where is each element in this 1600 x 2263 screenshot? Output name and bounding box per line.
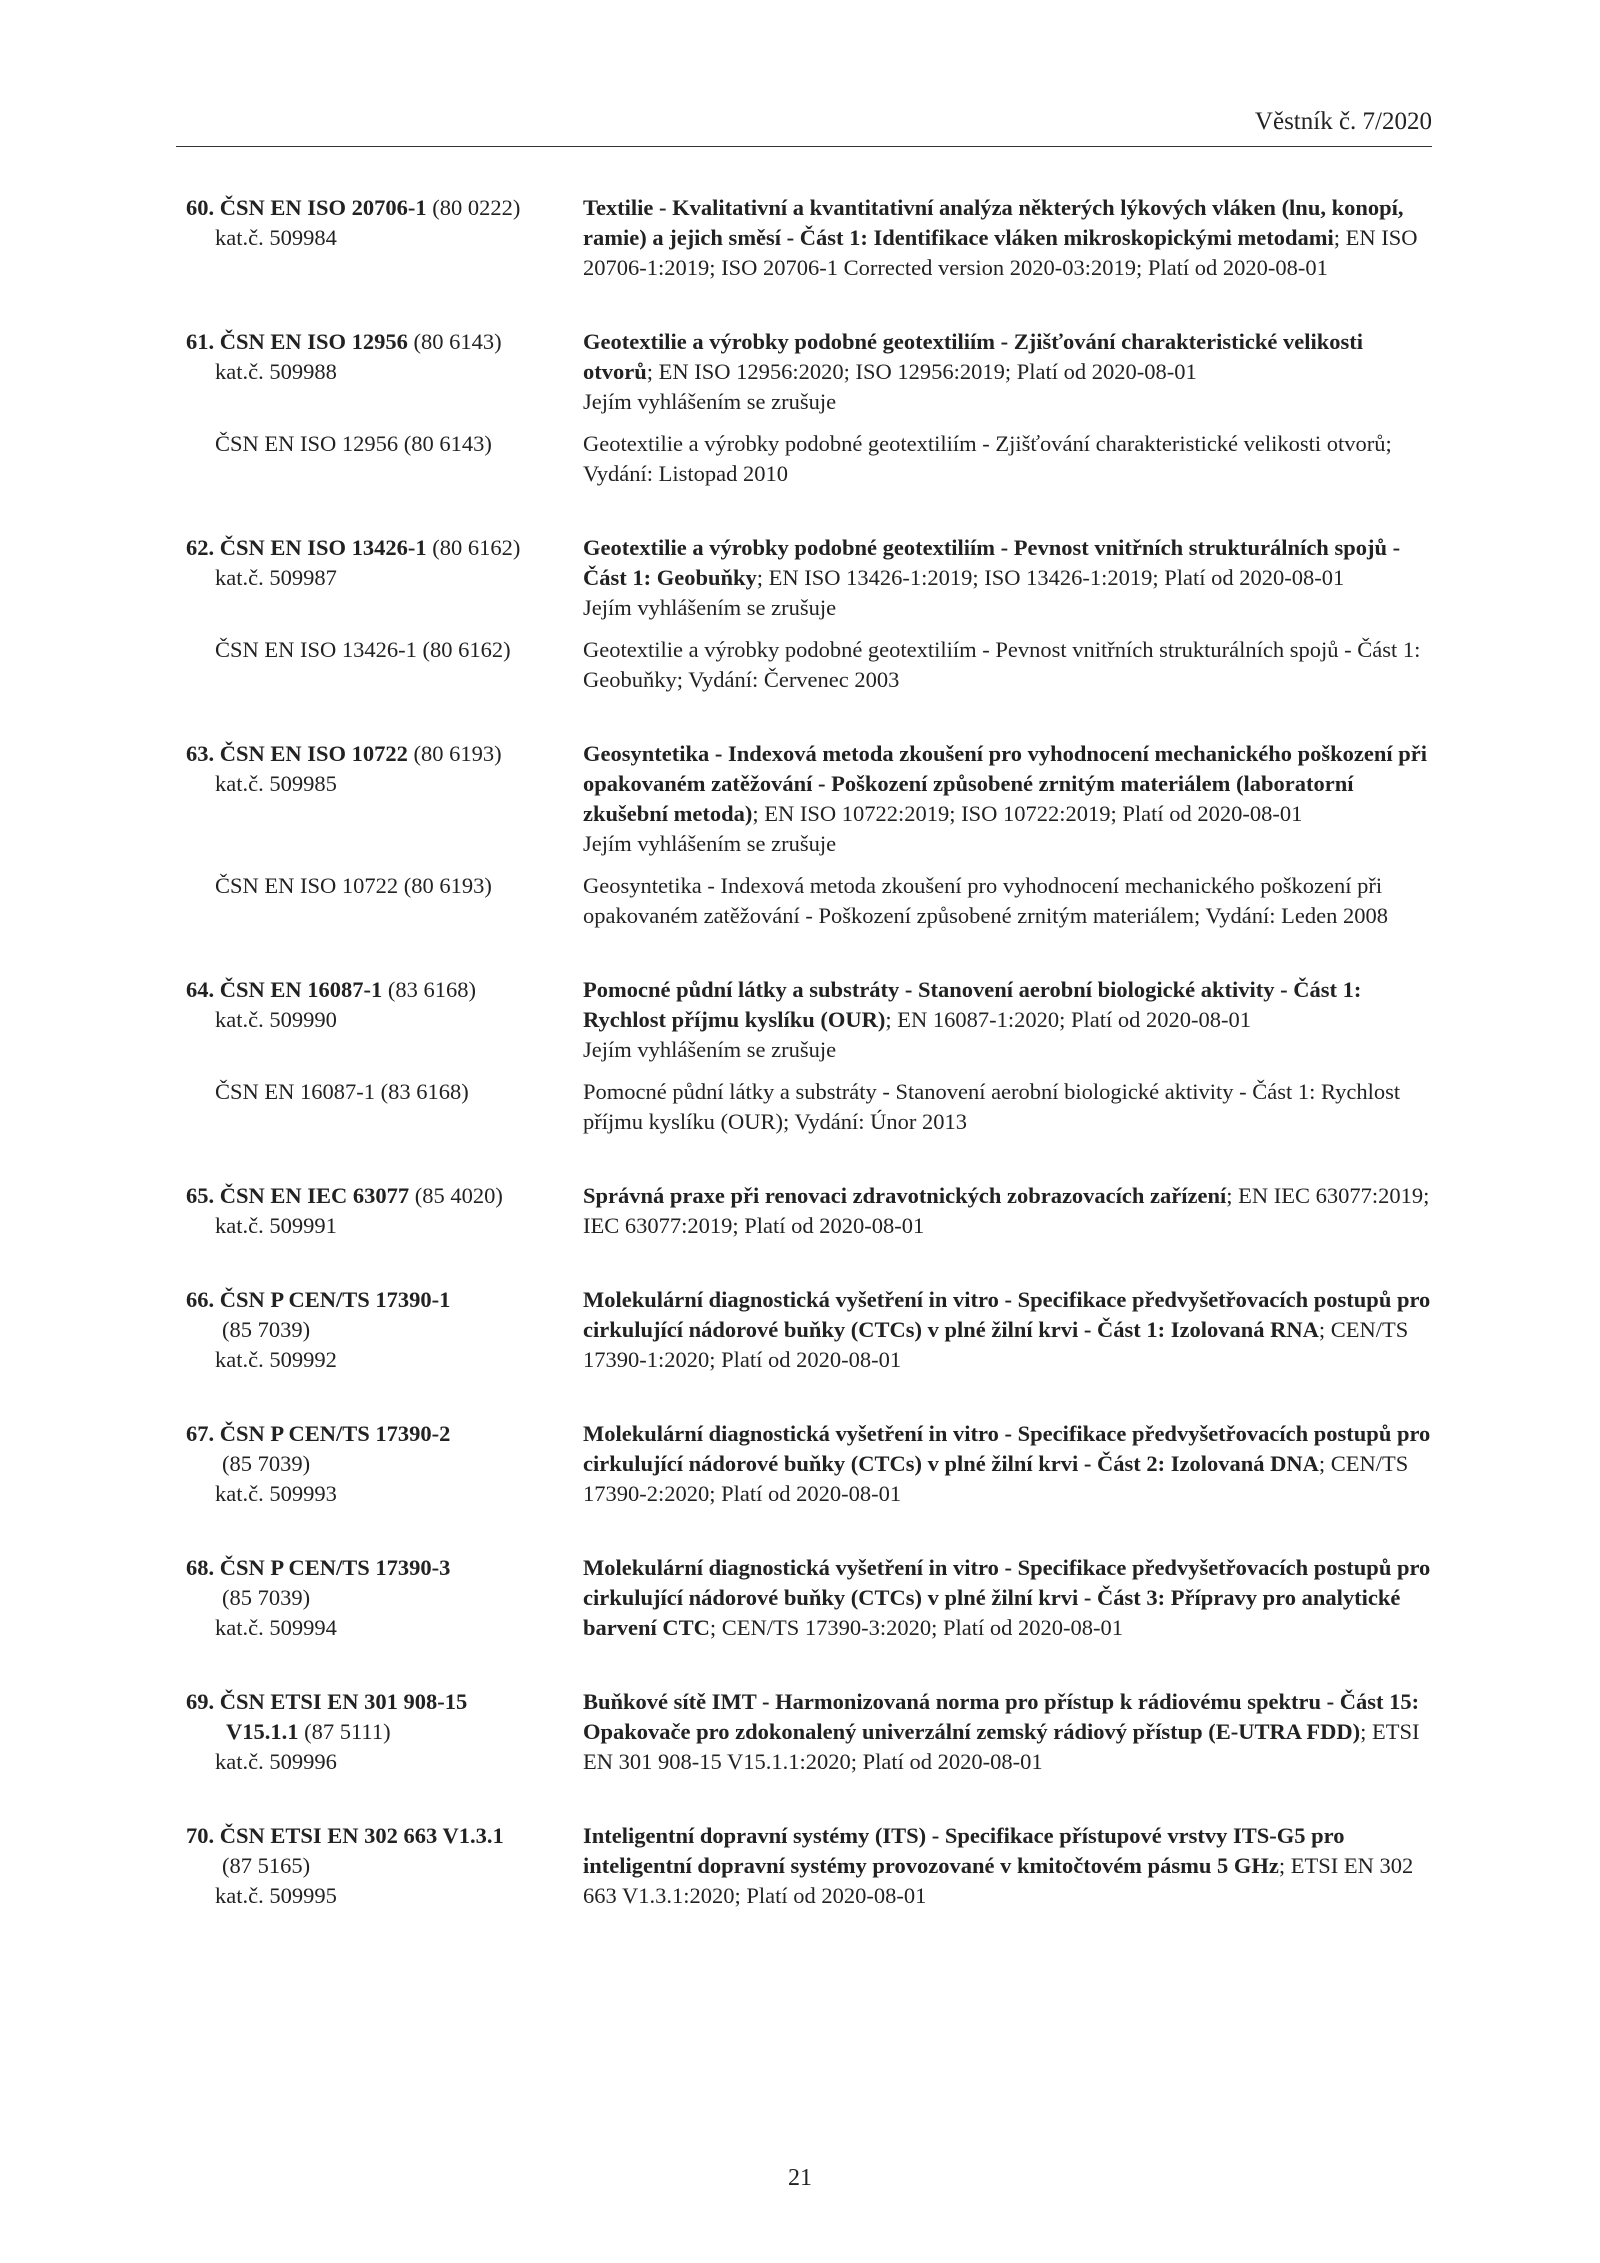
standard-details: ; EN ISO 20706-1:2019; ISO 20706-1 Corrected version 2020-03:2019; Platí od 2020-08-01 [583,225,1418,280]
standard-title: Geotextilie a výrobky podobné geotextiliím - Zjišťování charakteristické velikosti otvorů [583,329,1363,384]
page-header [176,108,1432,147]
cancels-note: Jejím vyhlášením se zrušuje [583,595,837,620]
standard-code: ČSN P CEN/TS 17390-2 [219,1421,451,1446]
standard-code: ČSN EN 16087-1 [219,977,383,1002]
entry-number: 61. [186,329,215,354]
classification-code: (85 7039) [222,1451,311,1476]
standard-entry-68 [186,1553,1432,1643]
classification-code: (87 5111) [298,1719,391,1744]
standard-code: ČSN P CEN/TS 17390-3 [219,1555,451,1580]
standard-code: ČSN EN ISO 12956 [219,329,408,354]
standard-code: ČSN EN IEC 63077 [219,1183,410,1208]
standard-code: ČSN EN ISO 20706-1 [219,195,427,220]
standard-details: ; EN ISO 13426-1:2019; ISO 13426-1:2019; Platí od 2020-08-01 [756,565,1345,590]
cancelled-standard-title: Geotextilie a výrobky podobné geotextiliím - Zjišťování charakteristické velikosti otvorů; Vydání: Listopad 2010 [583,431,1392,486]
standard-title: Molekulární diagnostická vyšetření in vitro - Specifikace předvyšetřovacích postupů pro cirkulující nádorové buňky (CTCs) v plné žilní krvi - Část 2: Izolovaná DNA [583,1421,1431,1476]
standard-entry-60 [186,193,1432,283]
bulletin-title: Věstník č. 7/2020 [1254,108,1432,135]
classification-code: (87 5165) [222,1853,311,1878]
standard-details: ; EN 16087-1:2020; Platí od 2020-08-01 [885,1007,1251,1032]
classification-code: (85 7039) [222,1317,311,1342]
cancelled-standard-code: ČSN EN ISO 13426-1 (80 6162) [215,637,511,662]
standard-code: ČSN ETSI EN 302 663 V1.3.1 [219,1823,504,1848]
catalog-number: kat.č. 509995 [215,1883,337,1908]
cancelled-standard-code: ČSN EN ISO 12956 (80 6143) [215,431,492,456]
standard-entry-69 [186,1687,1432,1777]
entry-number: 67. [186,1421,215,1446]
catalog-number: kat.č. 509990 [215,1007,337,1032]
cancelled-standard-title: Geotextilie a výrobky podobné geotextiliím - Pevnost vnitřních strukturálních spojů - Část 1: Geobuňky; Vydání: Červenec 2003 [583,637,1421,692]
standard-details: ; CEN/TS 17390-1:2020; Platí od 2020-08-01 [583,1317,1409,1372]
entry-number: 62. [186,535,215,560]
cancelled-standard-code: ČSN EN 16087-1 (83 6168) [215,1079,469,1104]
cancelled-standard-title: Pomocné půdní látky a substráty - Stanovení aerobní biologické aktivity - Část 1: Rychlost příjmu kyslíku (OUR); Vydání: Únor 2013 [583,1079,1401,1134]
standard-details: ; EN ISO 10722:2019; ISO 10722:2019; Platí od 2020-08-01 [752,801,1303,826]
classification-code: (80 0222) [426,195,521,220]
standard-entry-63 [186,739,1432,931]
standard-details: ; ETSI EN 301 908-15 V15.1.1:2020; Platí od 2020-08-01 [583,1719,1420,1774]
standard-entry-64 [186,975,1432,1137]
catalog-number: kat.č. 509994 [215,1615,337,1640]
catalog-number: kat.č. 509985 [215,771,337,796]
standard-entry-66 [186,1285,1432,1375]
standard-code: ČSN EN ISO 10722 [219,741,408,766]
cancelled-standard-code: ČSN EN ISO 10722 (80 6193) [215,873,492,898]
catalog-number: kat.č. 509993 [215,1481,337,1506]
catalog-number: kat.č. 509991 [215,1213,337,1238]
standard-title: Buňkové sítě IMT - Harmonizovaná norma pro přístup k rádiovému spektru - Část 15: Opakovače pro zdokonalený univerzální zemský rádiový přístup (E-UTRA FDD) [583,1689,1420,1744]
entry-number: 66. [186,1287,215,1312]
standard-entry-67 [186,1419,1432,1509]
cancels-note: Jejím vyhlášením se zrušuje [583,831,837,856]
catalog-number: kat.č. 509984 [215,225,337,250]
standard-details: ; EN ISO 12956:2020; ISO 12956:2019; Platí od 2020-08-01 [646,359,1197,384]
catalog-number: kat.č. 509996 [215,1749,337,1774]
classification-code: (80 6193) [407,741,502,766]
standard-code: ČSN EN ISO 13426-1 [219,535,427,560]
catalog-number: kat.č. 509988 [215,359,337,384]
standard-title: Správná praxe při renovaci zdravotnických zobrazovacích zařízení [583,1183,1227,1208]
page-number: 21 [788,2165,812,2191]
cancels-note: Jejím vyhlášením se zrušuje [583,1037,837,1062]
standard-code: ČSN P CEN/TS 17390-1 [219,1287,451,1312]
catalog-number: kat.č. 509987 [215,565,337,590]
classification-code: (83 6168) [382,977,477,1002]
standard-details: ; CEN/TS 17390-2:2020; Platí od 2020-08-01 [583,1451,1409,1506]
catalog-number: kat.č. 509992 [215,1347,337,1372]
standard-code-version: V15.1.1 [226,1719,299,1744]
entry-number: 69. [186,1689,215,1714]
standard-title: Geosyntetika - Indexová metoda zkoušení pro vyhodnocení mechanického poškození při opakovaném zatěžování - Poškození způsobené zrnitým materiálem (laboratorní zkušební metoda) [583,741,1428,826]
standard-details: ; ETSI EN 302 663 V1.3.1:2020; Platí od 2020-08-01 [583,1853,1414,1908]
cancelled-standard-title: Geosyntetika - Indexová metoda zkoušení pro vyhodnocení mechanického poškození při opakovaném zatěžování - Poškození způsobené zrnitým materiálem; Vydání: Leden 2008 [583,873,1388,928]
standard-title: Geotextilie a výrobky podobné geotextiliím - Pevnost vnitřních strukturálních spojů - Část 1: Geobuňky [583,535,1401,590]
entry-number: 68. [186,1555,215,1580]
classification-code: (85 4020) [409,1183,503,1208]
entry-number: 63. [186,741,215,766]
cancels-note: Jejím vyhlášením se zrušuje [583,389,837,414]
standards-list [186,193,1432,1955]
entry-number: 65. [186,1183,215,1208]
entry-number: 70. [186,1823,215,1848]
standard-details: ; EN IEC 63077:2019; IEC 63077:2019; Platí od 2020-08-01 [583,1183,1430,1238]
classification-code: (80 6143) [407,329,502,354]
classification-code: (85 7039) [222,1585,311,1610]
standard-title: Molekulární diagnostická vyšetření in vitro - Specifikace předvyšetřovacích postupů pro cirkulující nádorové buňky (CTCs) v plné žilní krvi - Část 1: Izolovaná RNA [583,1287,1431,1342]
standard-entry-65 [186,1181,1432,1241]
standard-title: Textilie - Kvalitativní a kvantitativní analýza některých lýkových vláken (lnu, konopí, ramie) a jejich směsí - Část 1: Identifikace vláken mikroskopickými metodami [583,195,1404,250]
standard-details: ; CEN/TS 17390-3:2020; Platí od 2020-08-01 [709,1615,1124,1640]
entry-number: 60. [186,195,215,220]
standard-title: Pomocné půdní látky a substráty - Stanovení aerobní biologické aktivity - Část 1: Rychlost příjmu kyslíku (OUR) [583,977,1362,1032]
standard-title: Inteligentní dopravní systémy (ITS) - Specifikace přístupové vrstvy ITS-G5 pro inteligentní dopravní systémy provozované v kmitočtovém pásmu 5 GHz [583,1823,1345,1878]
standard-title: Molekulární diagnostická vyšetření in vitro - Specifikace předvyšetřovacích postupů pro cirkulující nádorové buňky (CTCs) v plné žilní krvi - Část 3: Přípravy pro analytické barvení CTC [583,1555,1431,1640]
classification-code: (80 6162) [426,535,521,560]
entry-number: 64. [186,977,215,1002]
standard-entry-70 [186,1821,1432,1911]
standard-entry-62 [186,533,1432,695]
standard-code: ČSN ETSI EN 301 908-15 [219,1689,468,1714]
standard-entry-61 [186,327,1432,489]
